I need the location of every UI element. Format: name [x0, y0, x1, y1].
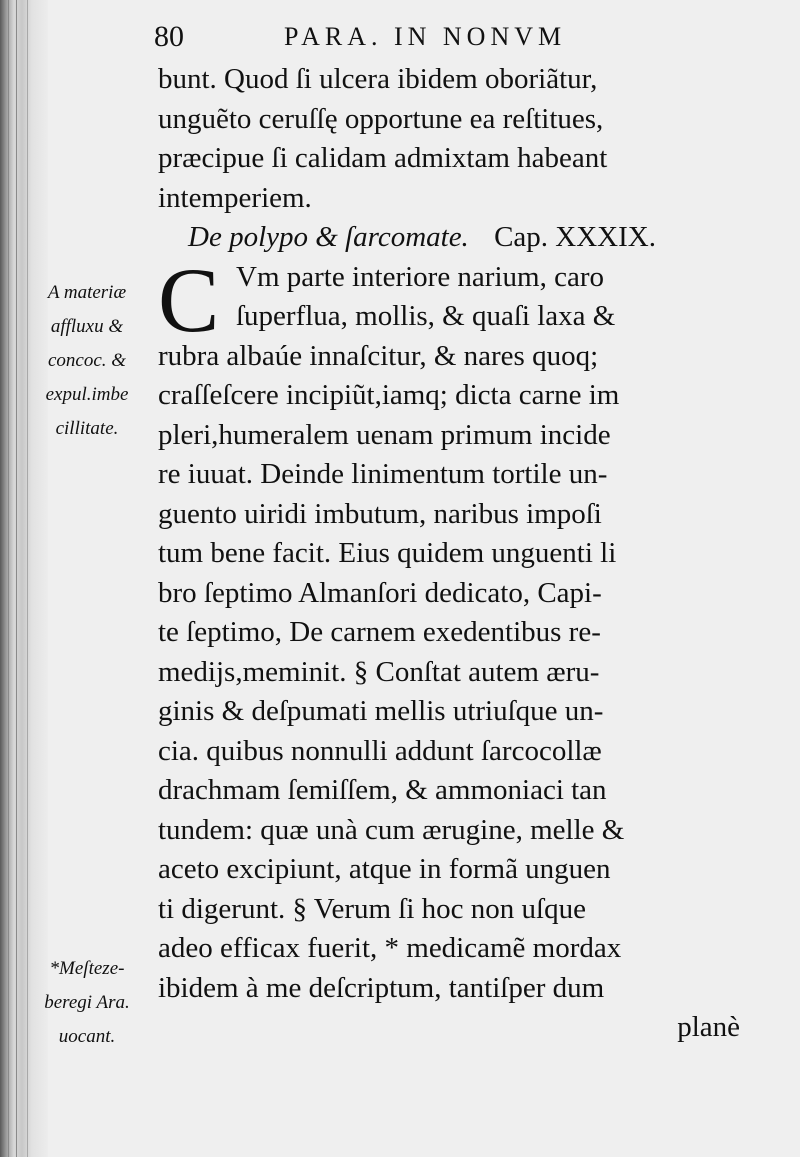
text-line: ginis & deſpumati mellis utriuſque un-	[158, 695, 604, 727]
marginal-note	[22, 276, 152, 446]
text-line: drachmam ſemiſſem, & ammoniaci tan	[158, 774, 607, 806]
text-line: guento uiridi imbutum, naribus impoſi	[158, 497, 602, 530]
running-title: PARA. IN NONVM	[284, 22, 567, 51]
catchword: planè	[677, 1011, 740, 1043]
marginal-note-line: beregi Ara.	[44, 992, 130, 1013]
marginal-note-line: A materiæ	[47, 282, 127, 303]
text-line: adeo efficax fuerit, * medicamẽ mordax	[158, 932, 622, 964]
text-line: craſſeſcere incipiũt,iamq; dicta carne im	[158, 379, 620, 411]
text-line: bro ſeptimo Almanſori dedicato, Capi-	[158, 576, 602, 609]
text-line: aceto excipiunt, atque in formã unguen	[158, 853, 611, 885]
page-edge-line	[16, 0, 17, 1157]
running-head	[150, 18, 750, 58]
marginal-note-line: uocant.	[58, 1026, 116, 1047]
marginal-note-footnote	[22, 952, 152, 1054]
marginal-note-line: *Meſteze-	[49, 958, 125, 979]
main-text-block	[158, 60, 758, 1048]
chapter-heading-title: De polypo & ſarcomate.	[188, 221, 469, 253]
text-line: pleri,humeralem uenam primum incide	[158, 418, 611, 451]
page-number: 80	[154, 20, 184, 53]
text-line: bunt. Quod ſi ulcera ibidem oboriãtur,	[158, 63, 598, 95]
page-edge-line	[8, 0, 9, 1157]
text-line: intemperiem.	[158, 181, 312, 214]
marginal-note-line: cillitate.	[55, 418, 119, 439]
text-line: Vm parte interiore narium, caro	[236, 260, 604, 293]
chapter-heading	[158, 218, 758, 258]
text-line: rubra albaúe innaſcitur, & nares quoq;	[158, 339, 599, 372]
text-line: te ſeptimo, De carnem exedentibus re-	[158, 616, 601, 648]
marginal-note-line: concoc. &	[47, 350, 127, 371]
chapter-number: Cap. XXXIX.	[494, 221, 656, 253]
text-line: tum bene facit. Eius quidem unguenti li	[158, 537, 617, 569]
text-line: cia. quibus nonnulli addunt ſarcocollæ	[158, 734, 602, 767]
text-line: medijs,meminit. § Conſtat autem æru-	[158, 655, 600, 688]
text-line: ſuperflua, mollis, & quaſi laxa &	[236, 300, 616, 332]
text-line: re iuuat. Deinde linimentum tortile un-	[158, 458, 608, 490]
text-line: ibidem à me deſcriptum, tantiſper dum	[158, 971, 605, 1004]
marginal-note-line: expul.imbe	[45, 384, 129, 405]
text-line: unguẽto ceruſſę opportune ea reſtitues,	[158, 102, 604, 135]
drop-cap-initial: C	[158, 248, 220, 351]
drop-cap-paragraph	[158, 248, 758, 351]
text-line: tundem: quæ unà cum ærugine, melle &	[158, 813, 625, 846]
marginal-note-line: affluxu &	[50, 316, 124, 337]
text-line: ti digerunt. § Verum ſi hoc non uſque	[158, 892, 586, 925]
text-line: præcipue ſi calidam admixtam habeant	[158, 142, 608, 174]
